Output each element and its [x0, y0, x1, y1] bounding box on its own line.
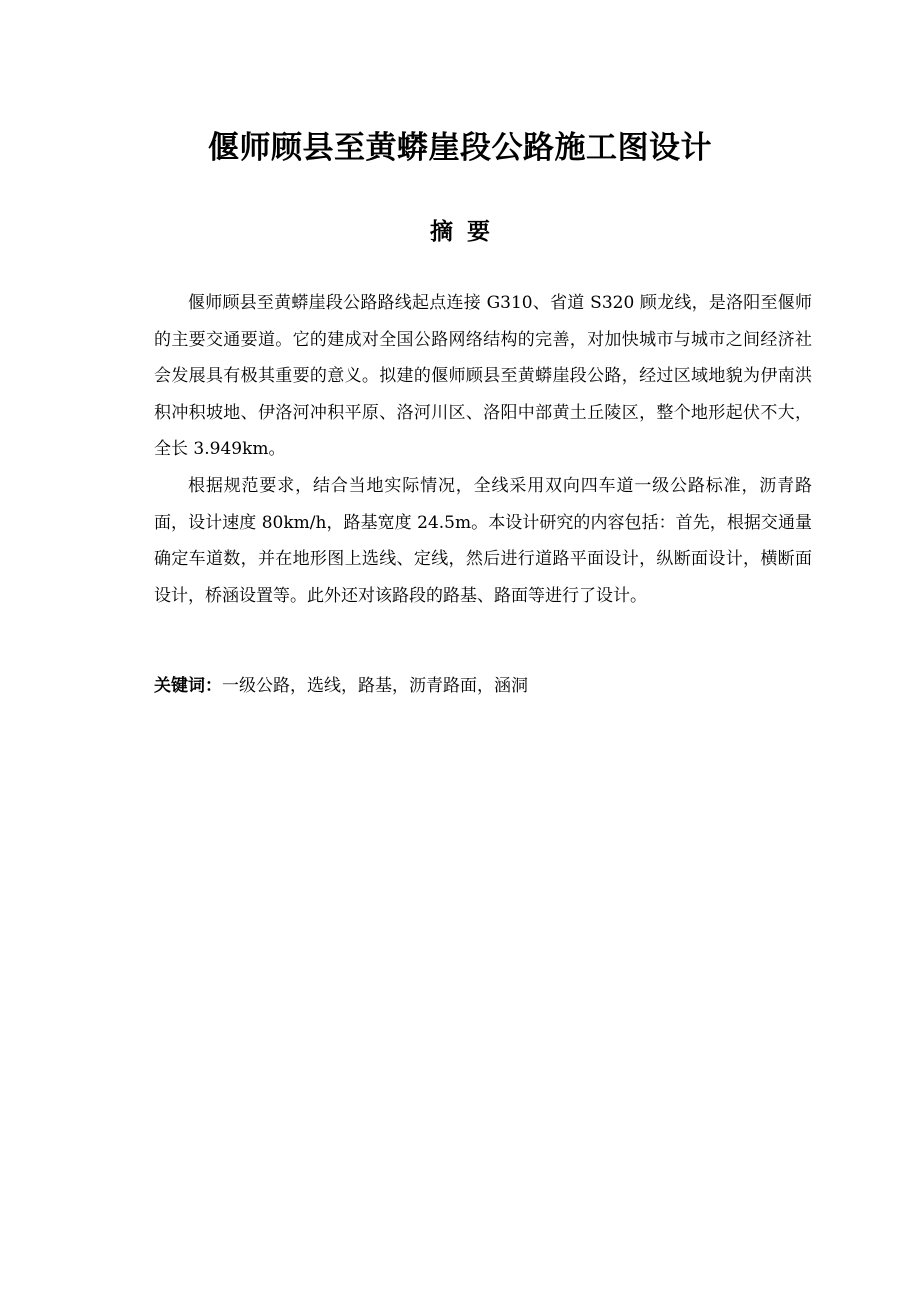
abstract-heading: 摘要 — [430, 219, 504, 245]
keywords-label: 关键词： — [154, 676, 222, 696]
keywords-line — [154, 671, 812, 701]
abstract-paragraph-2: 根据规范要求，结合当地实际情况，全线采用双向四车道一级公路标准，沥青路面，设计速度 80km/h，路基宽度 24.5m。本设计研究的内容包括：首先，根据交通量确定车道数，并在地形图上选线、定线，然后进行道路平面设计，纵断面设计，横断面设计，桥涵设置等。此外还对该路段的路基、路面等进行了设计。 — [154, 475, 812, 606]
abstract-paragraph-1: 偃师顾县至黄蟒崖段公路路线起点连接 G310、省道 S320 顾龙线，是洛阳至偃师的主要交通要道。它的建成对全国公路网络结构的完善，对加快城市与城市之间经济社会发展具有极其重要的意义。拟建的偃师顾县至黄蟒崖段公路，经过区域地貌为伊南洪积冲积坡地、伊洛河冲积平原、洛河川区、洛阳中部黄土丘陵区，整个地形起伏不大，全长 3.949km。 — [154, 293, 812, 460]
paper-title: 偃师顾县至黄蟒崖段公路施工图设计 — [208, 130, 712, 166]
keywords-text: 一级公路，选线，路基，沥青路面，涵洞 — [222, 676, 528, 696]
abstract-body — [154, 285, 812, 614]
